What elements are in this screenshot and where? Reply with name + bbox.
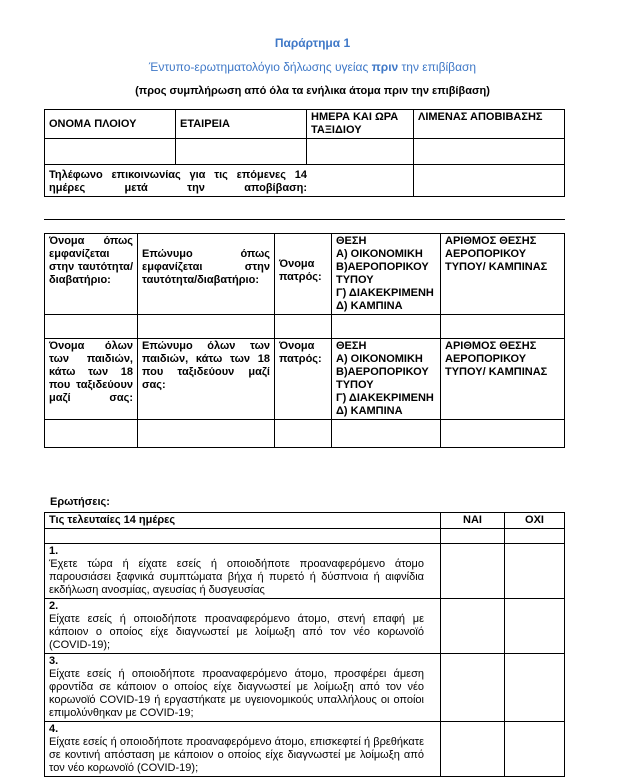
passenger-name-field[interactable] — [45, 315, 138, 339]
question-row — [45, 544, 565, 599]
passenger-name-label: Όνομα όπως εμφανίζεται στην ταυτότητα/ διαβατήριο: — [45, 234, 138, 315]
form-note: (προς συμπλήρωση από όλα τα ενήλικα άτομα πριν την επιβίβαση) — [135, 85, 490, 97]
children-name-label: Όνομα όλων των παιδιών, κάτω των 18 που ταξιδεύουν μαζί σας: — [45, 339, 138, 420]
period-header: Τις τελευταίες 14 ημέρες — [45, 513, 441, 529]
col-disembark-port: ΛΙΜΕΝΑΣ ΑΠΟΒΙΒΑΣΗΣ — [414, 110, 565, 139]
seat-number-label: ΑΡΙΘΜΟΣ ΘΕΣΗΣ ΑΕΡΟΠΟΡΙΚΟΥ ΤΥΠΟΥ/ ΚΑΜΠΙΝΑΣ — [441, 234, 565, 315]
disembark-port-field[interactable] — [414, 139, 565, 165]
answer-yes-cell[interactable] — [441, 544, 505, 599]
ship-info-table — [44, 109, 565, 197]
answer-no-cell[interactable] — [505, 599, 565, 654]
children-seat-class-field[interactable] — [332, 420, 441, 448]
questions-heading: Ερωτήσεις: — [50, 496, 110, 508]
question-text: 3.Είχατε εσείς ή οποιοδήποτε προαναφερόμενο άτομο, προσφέρει άμεση φροντίδα σε κάποιον ο οποίος είχε διαγνωστεί με λοίμωξη από τον νέο κορωνοϊό COVID-19 ή εργαστήκατε με υγειονομικούς υπαλλήλους οι οποίοι επιμολύνθηκαν με COVID-19; — [45, 654, 441, 722]
children-name-field[interactable] — [45, 420, 138, 448]
seat-class-field[interactable] — [332, 315, 441, 339]
question-text: 2.Είχατε εσείς ή οποιοδήποτε προαναφερόμενο άτομο, στενή επαφή με κάποιον ο οποίος είχε διαγνωστεί με λοίμωξη από τον νέο κορωνοϊό (COVID-19); — [45, 599, 441, 654]
answer-yes-cell[interactable] — [441, 654, 505, 722]
children-seat-number-label: ΑΡΙΘΜΟΣ ΘΕΣΗΣ ΑΕΡΟΠΟΡΙΚΟΥ ΤΥΠΟΥ/ ΚΑΜΠΙΝΑΣ — [441, 339, 565, 420]
travel-datetime-field[interactable] — [307, 139, 414, 165]
children-father-name-field[interactable] — [275, 420, 332, 448]
seat-class-label: ΘΕΣΗ Α) ΟΙΚΟΝΟΜΙΚΗ Β)ΑΕΡΟΠΟΡΙΚΟΥ ΤΥΠΟΥ Γ) ΔΙΑΚΕΚΡΙΜΕΝΗ Δ) ΚΑΜΠΙΝΑ — [332, 234, 441, 315]
col-ship-name: ΟΝΟΜΑ ΠΛΟΙΟΥ — [45, 110, 176, 139]
children-seat-class-label: ΘΕΣΗ Α) ΟΙΚΟΝΟΜΙΚΗ Β)ΑΕΡΟΠΟΡΙΚΟΥ ΤΥΠΟΥ Γ) ΔΙΑΚΕΚΡΙΜΕΝΗ Δ) ΚΑΜΠΙΝΑ — [332, 339, 441, 420]
phone-label: Τηλέφωνο επικοινωνίας για τις επόμενες 14 ημέρες μετά την αποβίβαση: — [45, 165, 414, 197]
answer-no-cell[interactable] — [505, 544, 565, 599]
ship-name-field[interactable] — [45, 139, 176, 165]
phone-field[interactable] — [414, 165, 565, 197]
children-surname-field[interactable] — [138, 420, 275, 448]
seat-number-field[interactable] — [441, 315, 565, 339]
children-surname-label: Επώνυμο όλων των παιδιών, κάτω των 18 που ταξιδεύουν μαζί σας: — [138, 339, 275, 420]
passenger-table — [44, 233, 565, 448]
father-name-label: Όνομα πατρός: — [275, 234, 332, 315]
annex-title: Παράρτημα 1 — [274, 36, 351, 50]
passenger-surname-field[interactable] — [138, 315, 275, 339]
yes-header: ΝΑΙ — [441, 513, 505, 529]
company-field[interactable] — [176, 139, 307, 165]
question-row — [45, 722, 565, 777]
answer-no-cell[interactable] — [505, 654, 565, 722]
answer-no-cell[interactable] — [505, 722, 565, 777]
question-text: 1.Έχετε τώρα ή είχατε εσείς ή οποιοδήποτε προαναφερόμενο άτομο παρουσιάσει ξαφνικά συμπτώματα βήχα ή πυρετό ή δύσπνοια ή αιφνίδια εκδήλωση ανοσμίας, αγευσίας ή δυσγευσίας — [45, 544, 441, 599]
father-name-field[interactable] — [275, 315, 332, 339]
children-seat-number-field[interactable] — [441, 420, 565, 448]
answer-yes-cell[interactable] — [441, 599, 505, 654]
col-company: ΕΤΑΙΡΕΙΑ — [176, 110, 307, 139]
questions-table — [44, 512, 565, 777]
question-row — [45, 599, 565, 654]
children-father-name-label: Όνομα πατρός: — [275, 339, 332, 420]
form-subtitle: Έντυπο-ερωτηματολόγιο δήλωσης υγείας πριν την επιβίβαση — [148, 60, 477, 74]
question-row — [45, 654, 565, 722]
divider — [44, 219, 565, 220]
answer-yes-cell[interactable] — [441, 722, 505, 777]
question-text: 4.Είχατε εσείς ή οποιοδήποτε προαναφερόμενο άτομο, επισκεφτεί ή βρεθήκατε σε κοντινή απόσταση με κάποιον ο οποίος είχε διαγνωστεί με λοίμωξη από τον νέο κορωνοϊό (COVID-19); — [45, 722, 441, 777]
passenger-surname-label: Επώνυμο όπως εμφανίζεται στην ταυτότητα/διαβατήριο: — [138, 234, 275, 315]
col-travel-datetime: ΗΜΕΡΑ ΚΑΙ ΩΡΑ ΤΑΞΙΔΙΟΥ — [307, 110, 414, 139]
no-header: ΟΧΙ — [505, 513, 565, 529]
